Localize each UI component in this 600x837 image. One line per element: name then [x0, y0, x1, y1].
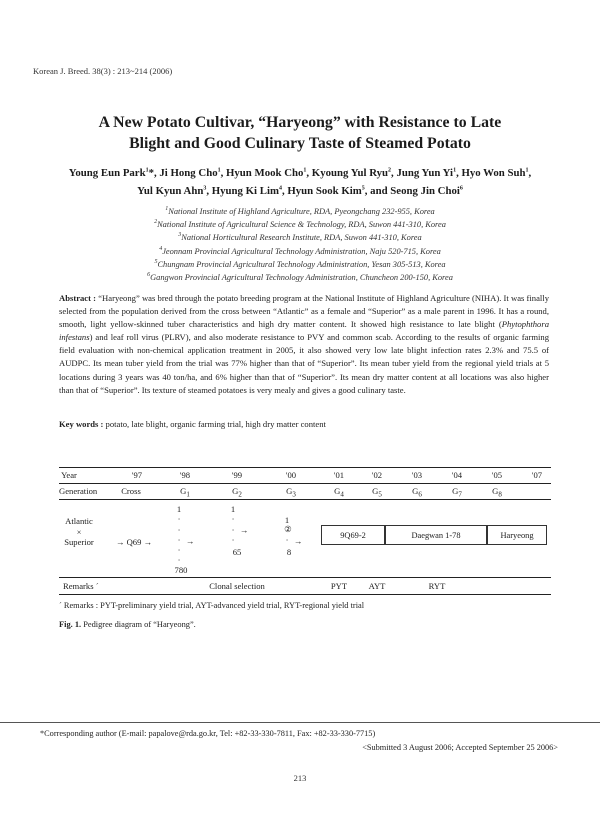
year-99: '99 — [231, 470, 243, 480]
abstract: Abstract : “Haryeong” was bred through the potato breeding program at the National Institute of Highland Agriculture (NIHA). It was finally selected from the population derived from the cross between “Atlantic” as a female and “Superior” as a male parent in 1996. It has a round, smooth, light yellow-skinned tuber characteristics and high dry matter content. It showed high resistance to late blight (Phytophthora infestans) and leaf roll virus (PLRV), and also moderate resistance to PVY and common scab. According to the results of organic farming field evaluation with non-chemical application treatment in 2005, it also showed very low late blight infection rates 2.3% and 75.5 of AUDPC. Its mean tuber yield from the trial was 77% higher than that of “Superior”. Its mean tuber yield from the regional yield trials at 5 locations during 3 years was 40 ton/ha, and 6% higher than that of “Superior”. Its mean dry matter content at all locations was also higher than that of “Superior”. Its texture of steamed potatoes is very mealy and gives a good culinary taste. — [59, 293, 549, 395]
year-label: Year — [61, 470, 77, 480]
affiliation-6: $^6$Gangwon Provincial Agricultural Technology Administration, Chuncheon 200-150, Korea — [147, 272, 453, 283]
generation-cross: Cross — [121, 486, 141, 496]
col98-dot2: · — [177, 525, 181, 535]
col99-dot1: · — [231, 514, 235, 524]
caption-label: Fig. 1. — [59, 620, 82, 629]
affiliations — [60, 205, 540, 284]
col00-circled: ② — [284, 524, 292, 534]
remarks-note: ˊ Remarks : PYT-preliminary yield trial, AYT-advanced yield trial, RYT-regional yield trial — [59, 601, 365, 610]
affiliation-1: $^1$National Institute of Highland Agriculture, RDA, Pyeongchang 232-955, Korea — [165, 206, 435, 216]
top-rule — [59, 467, 551, 468]
year-01: '01 — [333, 470, 345, 480]
keywords-label: Key words : — [59, 419, 104, 429]
generation-g4: $G_4$ — [334, 486, 344, 499]
figure-caption: Fig. 1. Pedigree diagram of “Haryeong”. — [59, 620, 196, 629]
col98-top: 1 — [176, 504, 182, 514]
col98-dot3: · — [177, 535, 181, 545]
author-list — [40, 164, 560, 200]
keywords: Key words : potato, late blight, organic farming trial, high dry matter content — [59, 419, 326, 429]
col98-dot1: · — [177, 514, 181, 524]
year-04: '04 — [451, 470, 463, 480]
paper-title — [40, 112, 560, 154]
q69-arrow: → Q69 → — [115, 537, 153, 547]
bottom-rule — [59, 594, 551, 595]
author-line-1: Young Eun Park$^1$*, Ji Hong Cho$^1$, Hyun Mook Cho$^1$, Kyoung Yul Ryu$^2$, Jung Yun Yi$^1$, Hyo Won Suh$^1$, — [68, 167, 532, 179]
affiliation-2: $^2$National Institute of Agricultural Science & Technology, RDA, Suwon 441-310, Korea — [154, 219, 446, 230]
generation-rule — [59, 499, 551, 500]
col98-dot5: · — [177, 555, 181, 565]
year-03: '03 — [411, 470, 423, 480]
submission-dates: <Submitted 3 August 2006; Accepted September 25 2006> — [362, 743, 558, 752]
remarks-rule — [59, 577, 551, 578]
year-02: '02 — [371, 470, 383, 480]
generation-g8: $G_8$ — [492, 486, 502, 499]
year-00: '00 — [285, 470, 297, 480]
remarks-ayt: AYT — [368, 581, 386, 591]
box-daegwan-label: Daegwan 1-78 — [411, 531, 461, 540]
col00-dot: · — [285, 535, 289, 545]
col99-dot3: · — [231, 535, 235, 545]
year-97: '97 — [131, 470, 143, 480]
parent-superior: Superior — [64, 537, 94, 547]
col99-arrow: → — [239, 525, 249, 535]
year-98: '98 — [179, 470, 191, 480]
journal-citation: Korean J. Breed. 38(3) : 213~214 (2006) — [33, 66, 173, 76]
generation-g2: $G_2$ — [232, 486, 242, 499]
title-line-1: A New Potato Cultivar, “Haryeong” with Resistance to Late — [98, 114, 502, 131]
generation-g7: $G_7$ — [452, 486, 462, 499]
cross-symbol: × — [76, 527, 82, 537]
remarks-pyt: PYT — [330, 581, 348, 591]
col00-arrow: → — [293, 536, 303, 546]
generation-label: Generation — [59, 486, 98, 496]
page-number: 213 — [293, 773, 307, 783]
remarks-clonal: Clonal selection — [209, 581, 265, 591]
box-9q69-2-label: 9Q69-2 — [340, 531, 366, 540]
col98-arrow: → — [185, 536, 195, 546]
generation-g3: $G_3$ — [286, 486, 296, 499]
footnote-rule — [0, 722, 600, 723]
title-line-2: Blight and Good Culinary Taste of Steamed Potato — [129, 135, 471, 152]
generation-g5: $G_5$ — [372, 486, 382, 499]
corresponding-author: *Corresponding author (E-mail: papalove@rda.go.kr, Tel: +82-33-330-7811, Fax: +82-33-330-7715) — [40, 729, 376, 738]
col00-top: 1 — [284, 515, 290, 525]
parent-atlantic: Atlantic — [65, 516, 93, 526]
col00-bottom: 8 — [286, 547, 292, 557]
affiliation-3: $^3$National Horticultural Research Institute, RDA, Suwon 441-310, Korea — [178, 232, 422, 243]
col99-dot2: · — [231, 525, 235, 535]
pedigree-diagram — [59, 467, 551, 597]
box-haryeong-label: Haryeong — [500, 531, 534, 540]
generation-g6: $G_6$ — [412, 486, 422, 499]
affiliation-4: $^4$Jeonnam Provincial Agricultural Technology Administration, Naju 520-715, Korea — [159, 245, 441, 256]
author-line-2: Yul Kyun Ahn$^3$, Hyung Ki Lim$^4$, Hyun Sook Kim$^5$, and Seong Jin Choi$^6$ — [137, 185, 463, 197]
remarks-ryt: RYT — [428, 581, 446, 591]
remarks-label: Remarks ˊ — [63, 581, 99, 591]
col98-bottom: 780 — [174, 565, 188, 575]
col99-top: 1 — [230, 504, 236, 514]
year-rule — [59, 483, 551, 484]
affiliation-5: $^5$Chungnam Provincial Agricultural Technology Administration, Yesan 305-513, Korea — [154, 259, 446, 269]
year-07: '07 — [531, 470, 543, 480]
abstract-label: Abstract : — [59, 293, 97, 303]
year-05: '05 — [491, 470, 503, 480]
generation-g1: $G_1$ — [180, 486, 190, 499]
col99-bottom: 65 — [232, 547, 242, 557]
col98-dot4: · — [177, 545, 181, 555]
